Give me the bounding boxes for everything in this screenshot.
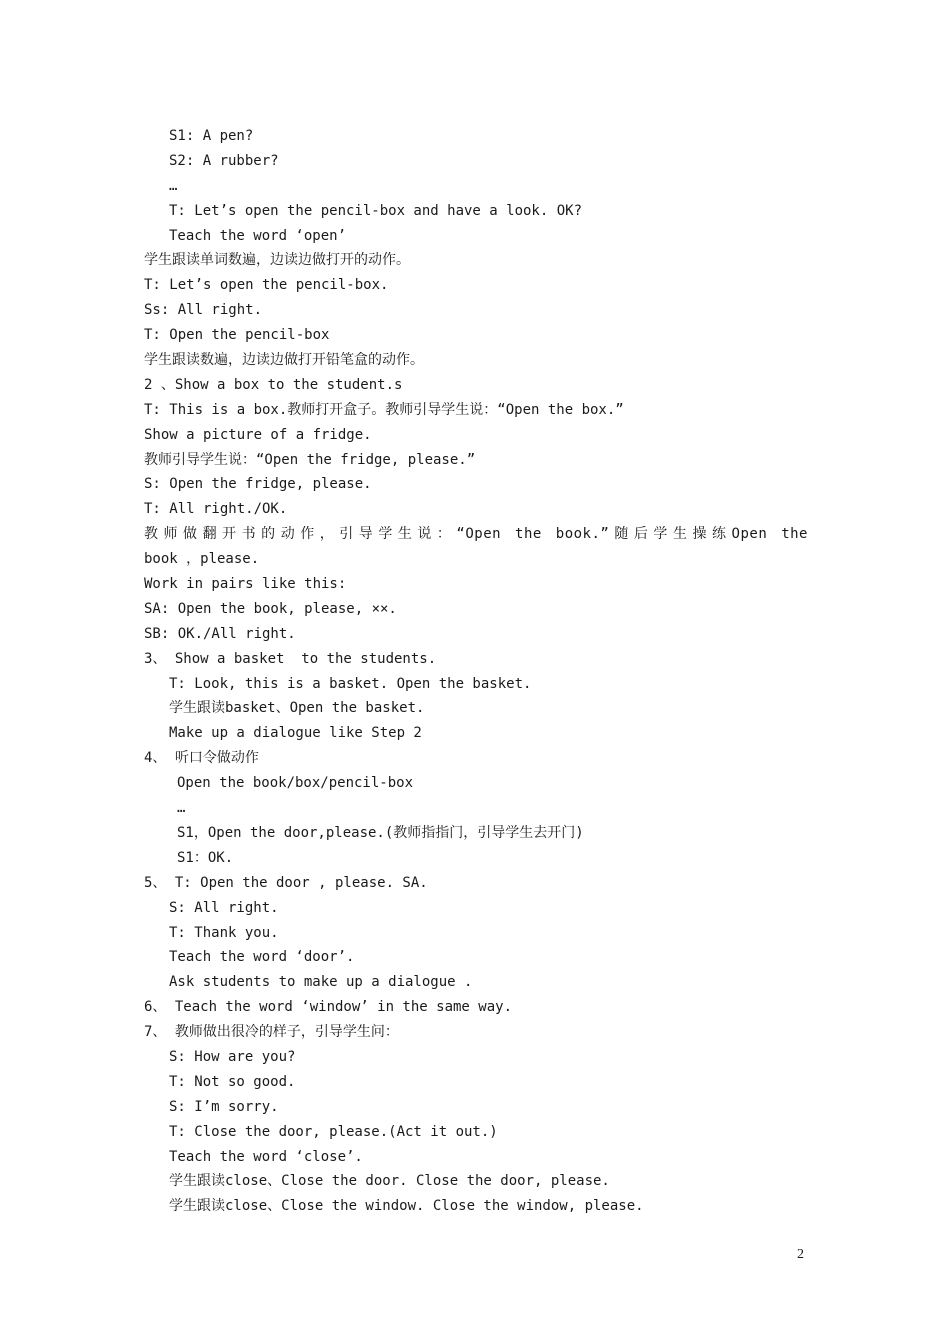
text-line: T: Open the pencil-box: [144, 327, 330, 344]
text-line: Make up a dialogue like Step 2: [169, 725, 422, 742]
text-line: Teach the word ‘open’: [169, 227, 347, 244]
text-line: 6、 Teach the word ‘window’ in the same way.: [144, 999, 513, 1016]
text-line: T: Look, this is a basket. Open the basket.: [169, 675, 532, 692]
text-line: T: Thank you.: [169, 924, 279, 941]
text-line: S: Open the fridge, please.: [144, 476, 372, 493]
text-line: Ask students to make up a dialogue .: [169, 974, 473, 991]
text-line: 学生跟读close、Close the door. Close the door, please.: [169, 1173, 610, 1190]
text-line: S1: A pen?: [169, 128, 254, 144]
text-line: 学生跟读数遍，边读边做打开铅笔盒的动作。: [144, 352, 424, 369]
text-line: T: Close the door, please.(Act it out.): [169, 1123, 498, 1140]
text-line: SB: OK./All right.: [144, 625, 296, 642]
text-line: Work in pairs like this:: [144, 576, 347, 593]
text-line: S: All right.: [169, 899, 279, 916]
text-line: T: Let’s open the pencil-box.: [144, 277, 389, 294]
text-line: 学生跟读单词数遍，边读边做打开的动作。: [144, 252, 410, 269]
text-line: S1：OK.: [177, 849, 234, 866]
text-line: Ss: All right.: [144, 302, 263, 319]
page-number: 2: [797, 1247, 804, 1262]
text-line: …: [177, 800, 186, 817]
text-line: 2 、Show a box to the student.s: [144, 376, 403, 393]
text-line: S2: A rubber?: [169, 152, 279, 169]
text-line: S1，Open the door,please.(教师指指门，引导学生去开门): [177, 824, 584, 841]
text-line: T: Let’s open the pencil-box and have a look. OK?: [169, 202, 583, 219]
document-body: [144, 124, 808, 1219]
text-line: T: Not so good.: [169, 1073, 296, 1090]
text-line: book ，please.: [144, 551, 260, 568]
text-line: S: I’m sorry.: [169, 1098, 279, 1115]
text-line: 3、 Show a basket to the students.: [144, 650, 437, 667]
text-line: 教师做翻开书的动作，引导学生说：“Open the book.”随后学生操练Open the: [144, 526, 808, 543]
text-line: 7、 教师做出很冷的样子，引导学生问：: [144, 1024, 399, 1041]
text-line: Show a picture of a fridge.: [144, 426, 372, 443]
text-line: T: This is a box.教师打开盒子。教师引导学生说：“Open the box.”: [144, 401, 624, 418]
text-line: 5、 T: Open the door , please. SA.: [144, 874, 428, 891]
text-line: Teach the word ‘close’.: [169, 1148, 363, 1165]
text-line: 4、 听口令做动作: [144, 750, 259, 767]
text-line: S: How are you?: [169, 1048, 296, 1065]
text-line: SA: Open the book, please, ××.: [144, 600, 397, 617]
text-line: T: All right./OK.: [144, 501, 288, 518]
text-line: Teach the word ‘door’.: [169, 949, 355, 966]
text-line: Open the book/box/pencil-box: [177, 775, 414, 792]
text-line: …: [169, 177, 178, 194]
text-line: 学生跟读close、Close the window. Close the window, please.: [169, 1198, 644, 1215]
text-line: 教师引导学生说：“Open the fridge, please.”: [144, 451, 476, 468]
text-line: 学生跟读basket、Open the basket.: [169, 700, 425, 717]
